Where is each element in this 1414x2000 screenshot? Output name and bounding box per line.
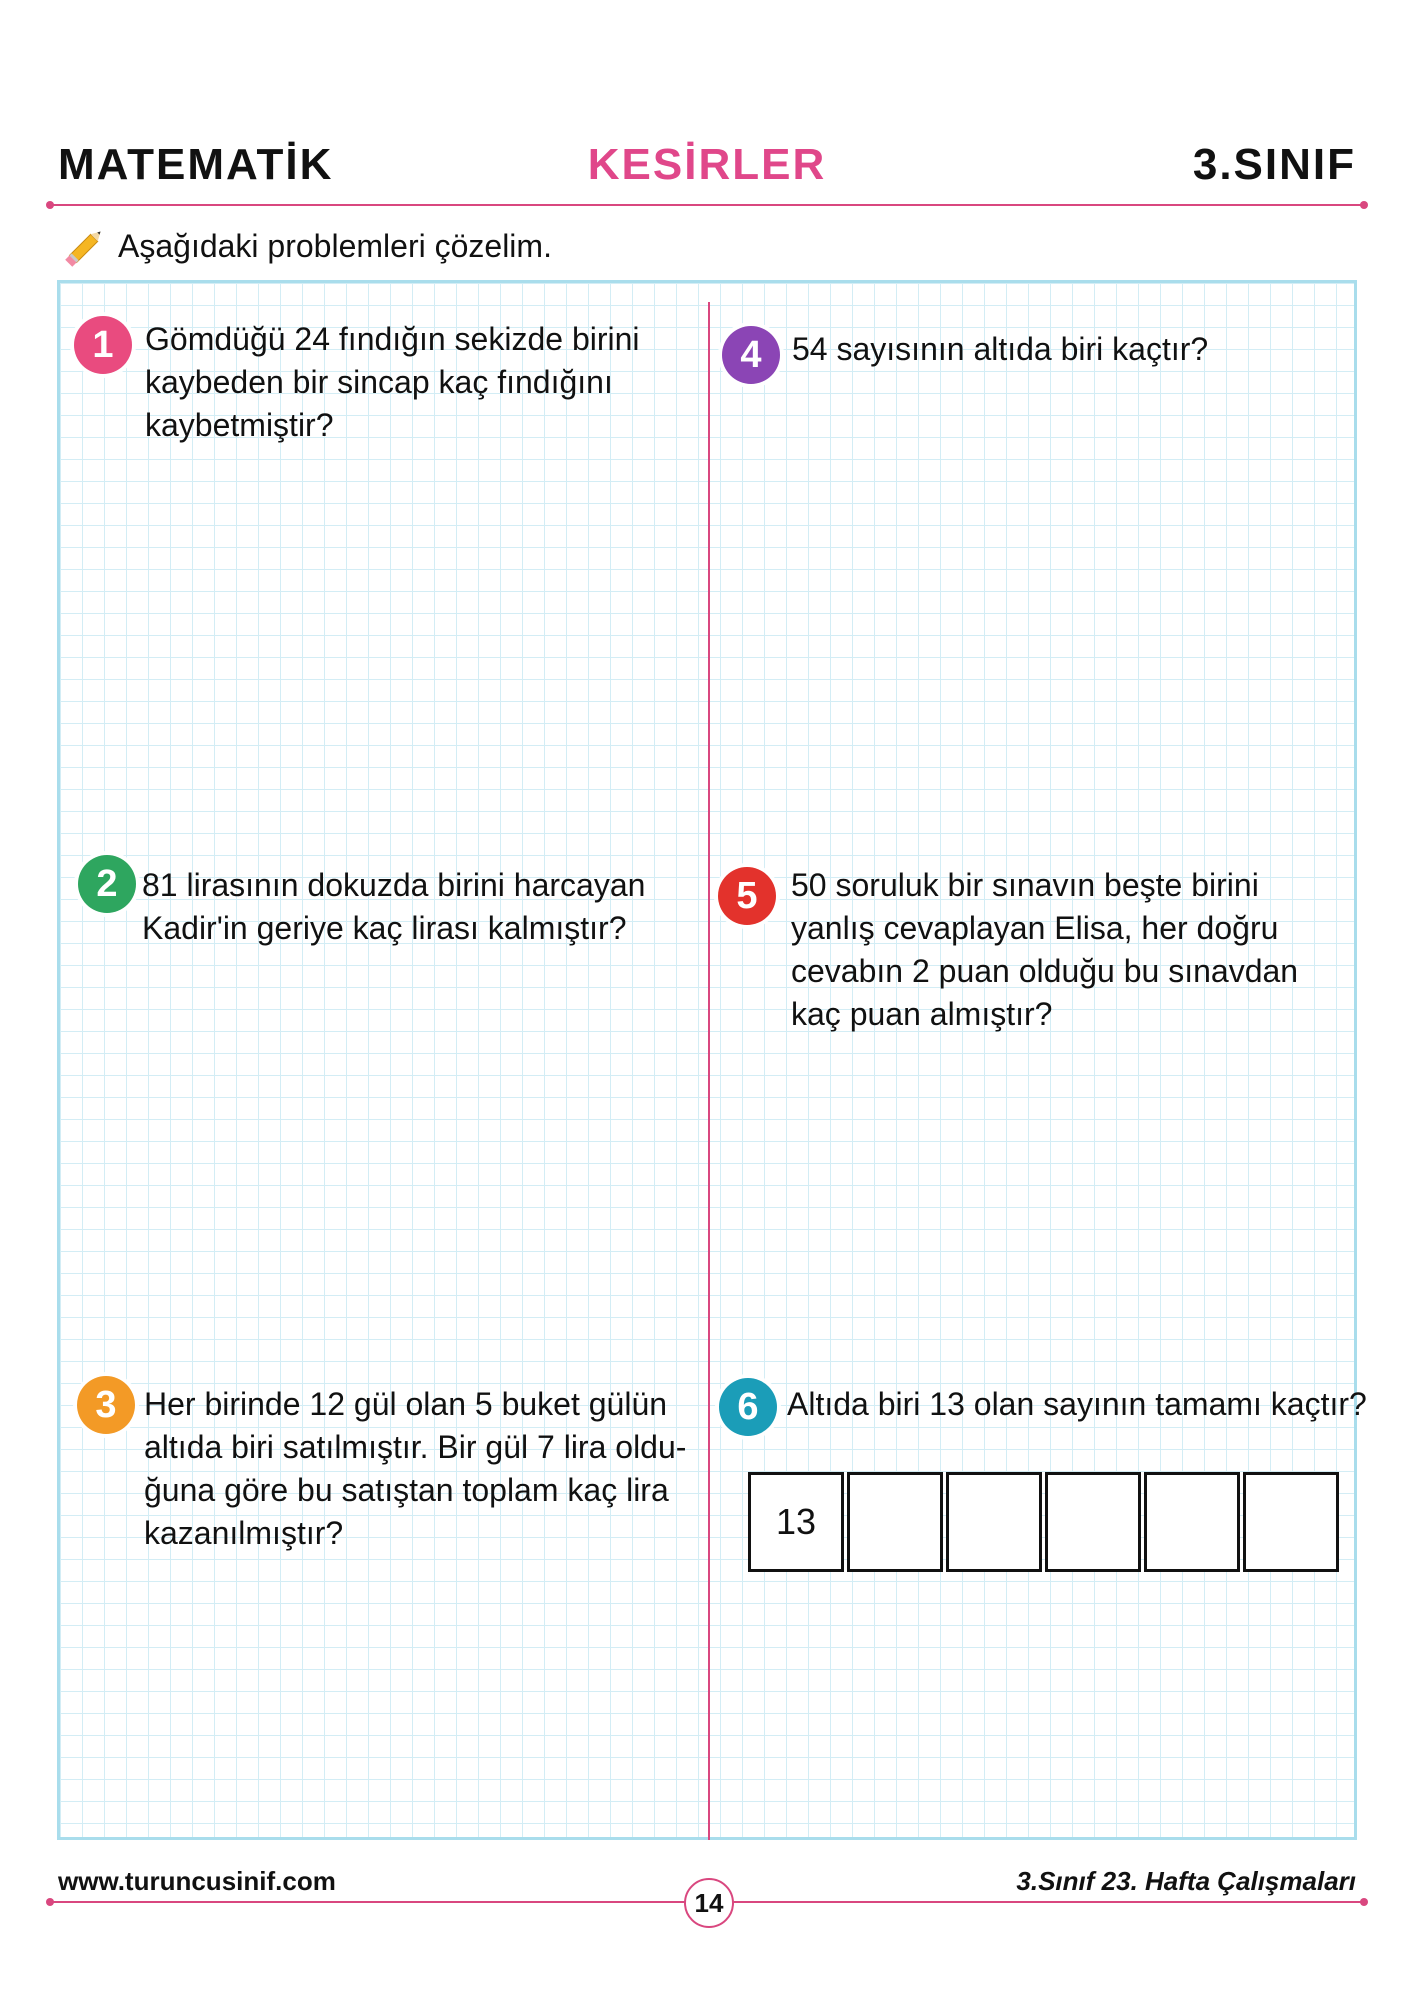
subject-title: MATEMATİK [58, 140, 334, 189]
page-number: 14 [684, 1878, 734, 1928]
fraction-box [1243, 1472, 1339, 1572]
question-1-text: Gömdüğü 24 fındığın sekizde birini kaybeden bir sincap kaç fındığını kaybetmiştir? [145, 321, 640, 443]
fraction-box [1045, 1472, 1141, 1572]
question-6-badge: 6 [719, 1378, 777, 1436]
header-rule [50, 204, 1364, 206]
question-1-badge: 1 [74, 316, 132, 374]
footer-rule-dot-right [1360, 1898, 1368, 1906]
question-3-text: Her birinde 12 gül olan 5 buket gülün altıda biri satılmıştır. Bir gül 7 lira oldu-ğuna göre bu satıştan toplam kaç lira kazanılmıştır? [144, 1386, 687, 1551]
question-3-badge: 3 [77, 1376, 135, 1434]
fraction-box: 13 [748, 1472, 844, 1572]
header-rule-dot-right [1360, 201, 1368, 209]
website-link[interactable]: www.turuncusinif.com [58, 1866, 336, 1896]
question-5-text: 50 soruluk bir sınavın beşte birini yanlış cevaplayan Elisa, her doğru cevabın 2 puan olduğu bu sınavdan kaç puan almıştır? [791, 867, 1299, 1032]
header-rule-dot-left [46, 201, 54, 209]
column-divider [708, 302, 710, 1840]
fraction-box [1144, 1472, 1240, 1572]
question-5-badge: 5 [718, 867, 776, 925]
fraction-box [946, 1472, 1042, 1572]
grid-paper [57, 280, 1357, 1840]
grade-title: 3.SINIF [1192, 140, 1356, 189]
question-2-badge: 2 [78, 855, 136, 913]
pencil-icon [60, 222, 110, 272]
footer-title: 3.Sınıf 23. Hafta Çalışmaları [1016, 1866, 1356, 1896]
footer-rule-dot-left [46, 1898, 54, 1906]
instruction-text: Aşağıdaki problemleri çözelim. [118, 228, 552, 264]
topic-title: KESİRLER [587, 140, 827, 189]
fraction-box [847, 1472, 943, 1572]
question-6-text: Altıda biri 13 olan sayının tamamı kaçtır? [787, 1386, 1367, 1422]
question-2-text: 81 lirasının dokuzda birini harcayan Kadir'in geriye kaç lirası kalmıştır? [142, 867, 646, 946]
question-4-text: 54 sayısının altıda biri kaçtır? [792, 331, 1209, 367]
question-4-badge: 4 [722, 326, 780, 384]
